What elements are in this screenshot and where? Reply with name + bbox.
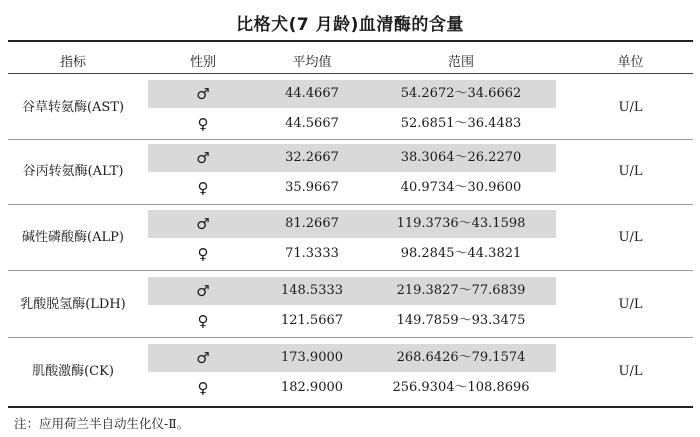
- mean-value: 71.3333: [285, 246, 339, 261]
- mean-value: 182.9000: [280, 380, 344, 395]
- unit-value: U/L: [618, 164, 643, 179]
- range-value: 40.9734～30.9600: [400, 180, 522, 195]
- header-sex: 性别: [189, 55, 216, 70]
- mean-value: 173.9000: [280, 350, 344, 365]
- top-rule: [8, 40, 693, 42]
- header-mean: 平均值: [292, 55, 332, 70]
- indicator-name: 碱性磷酸酶(ALP): [22, 230, 124, 245]
- female-symbol: ♀: [197, 312, 209, 330]
- male-symbol: ♂: [196, 215, 210, 233]
- male-symbol: ♂: [196, 349, 210, 367]
- indicator-name: 谷丙转氨酶(ALT): [22, 164, 124, 179]
- male-symbol: ♂: [196, 282, 210, 300]
- female-symbol: ♀: [197, 379, 209, 397]
- indicator-name: 肌酸激酶(CK): [32, 364, 114, 379]
- female-symbol: ♀: [197, 245, 209, 263]
- unit-value: U/L: [618, 297, 643, 312]
- table-row-group: [8, 208, 693, 268]
- table-header: [8, 45, 693, 73]
- unit-value: U/L: [618, 364, 643, 379]
- mean-value: 44.4667: [285, 86, 339, 101]
- table-title: 比格犬(7 月龄)血清酶的含量: [236, 15, 464, 35]
- range-value: 98.2845～44.3821: [400, 246, 522, 261]
- mean-value: 35.9667: [285, 180, 339, 195]
- male-symbol: ♂: [196, 85, 210, 103]
- row-divider: [8, 204, 693, 205]
- unit-value: U/L: [618, 230, 643, 245]
- table-row-group: [8, 275, 693, 335]
- row-divider: [8, 270, 693, 271]
- table-row-group: [8, 78, 693, 138]
- unit-value: U/L: [618, 100, 643, 115]
- female-symbol: ♀: [197, 115, 209, 133]
- range-value: 38.3064～26.2270: [400, 150, 522, 165]
- header-rule: [8, 73, 693, 74]
- mean-value: 148.5333: [280, 283, 344, 298]
- range-value: 256.9304～108.8696: [392, 380, 530, 395]
- header-unit: 单位: [617, 55, 644, 70]
- mean-value: 44.5667: [285, 116, 339, 131]
- table-row-group: [8, 342, 693, 402]
- mean-value: 32.2667: [285, 150, 339, 165]
- row-divider: [8, 337, 693, 338]
- range-value: 119.3736～43.1598: [396, 216, 526, 231]
- range-value: 268.6426～79.1574: [396, 350, 526, 365]
- header-indicator: 指标: [59, 55, 86, 70]
- range-value: 219.3827～77.6839: [396, 283, 526, 298]
- female-symbol: ♀: [197, 179, 209, 197]
- mean-value: 81.2667: [285, 216, 339, 231]
- male-symbol: ♂: [196, 149, 210, 167]
- bottom-rule: [8, 406, 693, 408]
- row-divider: [8, 139, 693, 140]
- indicator-name: 乳酸脱氢酶(LDH): [20, 297, 126, 312]
- mean-value: 121.5667: [280, 313, 344, 328]
- table-note: 注：应用荷兰半自动生化仪-Ⅱ。: [14, 416, 190, 431]
- table-row-group: [8, 142, 693, 202]
- range-value: 52.6851～36.4483: [400, 116, 522, 131]
- indicator-name: 谷草转氨酶(AST): [21, 100, 125, 115]
- header-range: 范围: [447, 55, 474, 70]
- range-value: 54.2672～34.6662: [400, 86, 522, 101]
- range-value: 149.7859～93.3475: [396, 313, 526, 328]
